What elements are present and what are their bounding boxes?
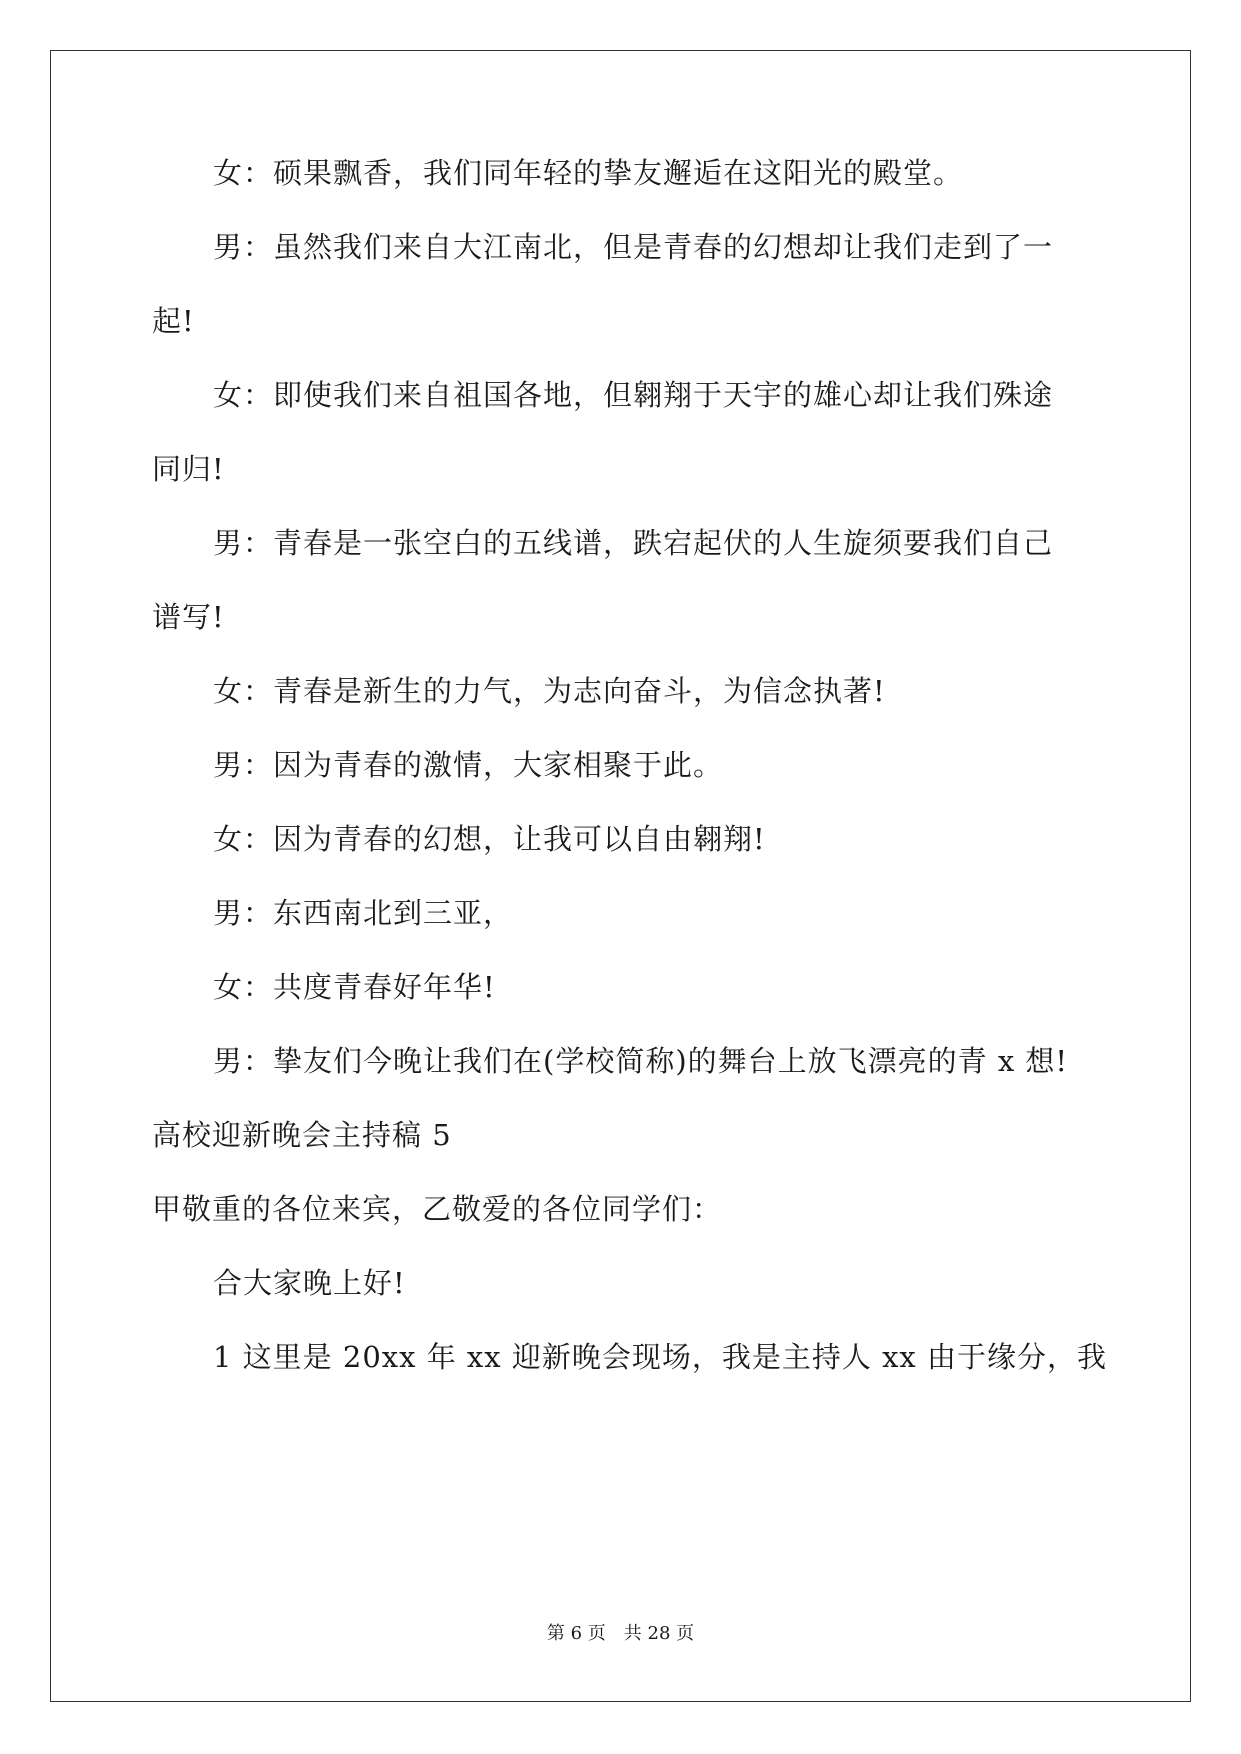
dialogue-line-5: 女：青春是新生的力气，为志向奋斗，为信念执著! (213, 674, 886, 708)
dialogue-line-6: 男：因为青春的激情，大家相聚于此。 (213, 748, 724, 782)
page-footer (0, 1622, 1241, 1646)
page-total: 共 28 页 (623, 1623, 695, 1644)
dialogue-line-2: 男：虽然我们来自大江南北，但是青春的幻想却让我们走到了一 (213, 230, 1054, 264)
dialogue-line-8: 男：东西南北到三亚， (213, 896, 514, 930)
dialogue-line-1: 女：硕果飘香，我们同年轻的挚友邂逅在这阳光的殿堂。 (213, 156, 964, 190)
dialogue-line-10: 男：挚友们今晚让我们在(学校简称)的舞台上放飞漂亮的青 x 想! (213, 1044, 1069, 1078)
greeting-line: 甲敬重的各位来宾，乙敬爱的各位同学们： (152, 1192, 723, 1226)
intro-line: 1 这里是 20xx 年 xx 迎新晚会现场，我是主持人 xx 由于缘分，我 (213, 1340, 1108, 1374)
dialogue-line-3-cont: 同归! (152, 452, 225, 486)
page-border (50, 50, 1191, 1702)
dialogue-line-7: 女：因为青春的幻想，让我可以自由翱翔! (213, 822, 766, 856)
dialogue-line-3: 女：即使我们来自祖国各地，但翱翔于天宇的雄心却让我们殊途 (213, 378, 1054, 412)
dialogue-line-2-cont: 起! (152, 304, 195, 338)
section-heading: 高校迎新晚会主持稿 5 (152, 1118, 452, 1152)
dialogue-line-9: 女：共度青春好年华! (213, 970, 496, 1004)
greeting-response: 合大家晚上好! (213, 1266, 406, 1300)
dialogue-line-4-cont: 谱写! (152, 600, 225, 634)
dialogue-line-4: 男：青春是一张空白的五线谱，跌宕起伏的人生旋须要我们自己 (213, 526, 1054, 560)
page-number: 第 6 页 (546, 1623, 606, 1644)
